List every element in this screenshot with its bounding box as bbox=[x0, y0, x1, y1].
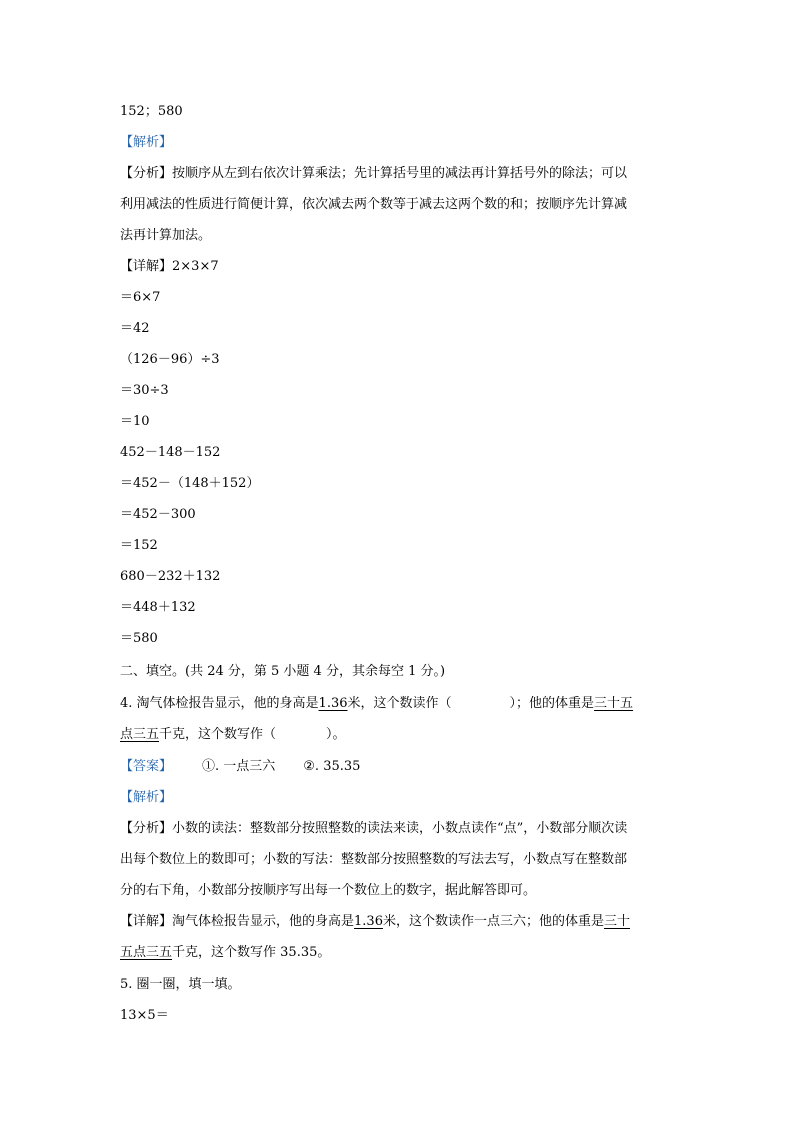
q4-text-d: 千克，这个数写作（ bbox=[159, 727, 277, 742]
previous-answer: 152；580 bbox=[120, 104, 183, 119]
calc-step: ＝42 bbox=[120, 321, 150, 336]
xiangjie-label: 【详解】 bbox=[120, 259, 173, 274]
q4-text-e: ）。 bbox=[326, 727, 346, 742]
detail2-line-1 bbox=[120, 913, 630, 931]
weight-words-3: 三十 bbox=[604, 914, 631, 929]
analysis-line-3: 法再计算加法。 bbox=[120, 228, 212, 243]
xj2-text-c: 千克，这个数写作 35.35。 bbox=[172, 945, 331, 960]
analysis-line-2: 利用减法的性质进行简便计算，依次减去两个数等于减去这两个数的和；按顺序先计算减 bbox=[120, 197, 628, 212]
height-value: 1.36 bbox=[318, 696, 348, 711]
calc-step: ＝448＋132 bbox=[120, 600, 196, 615]
calc-step: 452－148－152 bbox=[120, 445, 221, 460]
calc-step: ＝10 bbox=[120, 414, 150, 429]
weight-words-2: 点三五 bbox=[120, 727, 160, 742]
height-value-2: 1.36 bbox=[354, 914, 383, 929]
fenxi2-text: 小数的读法：整数部分按照整数的读法来读，小数点读作“点”，小数部分顺次读 bbox=[172, 821, 628, 836]
calc-step: ＝152 bbox=[120, 538, 158, 553]
answer-label: 【答案】 bbox=[120, 759, 173, 774]
q4-text-b: 米，这个数读作（ bbox=[347, 696, 452, 711]
fenxi2-label: 【分析】 bbox=[120, 821, 173, 836]
analysis-label: 【解析】 bbox=[120, 135, 173, 150]
question-5-expression: 13×5＝ bbox=[120, 1008, 169, 1023]
weight-words-4: 五点三五 bbox=[120, 945, 173, 960]
answer-line bbox=[120, 758, 360, 776]
calc-step: ＝30÷3 bbox=[120, 383, 169, 398]
calc-step: ＝6×7 bbox=[120, 290, 161, 305]
calc-step: （126－96）÷3 bbox=[120, 352, 220, 367]
question-4-line-2 bbox=[120, 726, 346, 744]
detail2-line-2 bbox=[120, 944, 330, 962]
calc-first: 2×3×7 bbox=[172, 259, 219, 274]
xj2-text-a: 淘气体检报告显示，他的身高是 bbox=[172, 914, 355, 929]
q4-text-c: ）；他的体重是 bbox=[509, 696, 595, 711]
question-5: 5. 圈一圈，填一填。 bbox=[120, 977, 241, 992]
fenxi-label: 【分析】 bbox=[120, 166, 173, 181]
analysis2-line-2: 出每个数位上的数即可；小数的写法：整数部分按照整数的写法去写，小数点写在整数部 bbox=[120, 852, 628, 867]
section-heading: 二、填空。(共 24 分，第 5 小题 4 分，其余每空 1 分。) bbox=[120, 664, 446, 679]
xiangjie2-label: 【详解】 bbox=[120, 914, 173, 929]
weight-words-1: 三十五 bbox=[594, 696, 634, 711]
analysis-label-2: 【解析】 bbox=[120, 790, 173, 805]
calc-step: ＝452－300 bbox=[120, 507, 196, 522]
q4-text-a: 4. 淘气体检报告显示，他的身高是 bbox=[120, 696, 319, 711]
analysis2-line-3: 分的右下角，小数部分按顺序写出每一个数位上的数字，据此解答即可。 bbox=[120, 883, 537, 898]
answer-1: ①. 一点三六 bbox=[202, 759, 276, 774]
calc-step: 680－232＋132 bbox=[120, 569, 221, 584]
answer-2: ②. 35.35 bbox=[303, 759, 361, 774]
analysis2-line-1 bbox=[120, 820, 627, 838]
analysis-line-1 bbox=[120, 165, 627, 183]
calc-step: ＝580 bbox=[120, 631, 158, 646]
fenxi-text: 按顺序从左到右依次计算乘法；先计算括号里的减法再计算括号外的除法；可以 bbox=[172, 166, 628, 181]
detail-line-1 bbox=[120, 258, 219, 276]
question-4-line-1 bbox=[120, 695, 633, 713]
calc-step: ＝452－（148＋152） bbox=[120, 476, 260, 491]
xj2-text-b: 米，这个数读作一点三六；他的体重是 bbox=[382, 914, 604, 929]
